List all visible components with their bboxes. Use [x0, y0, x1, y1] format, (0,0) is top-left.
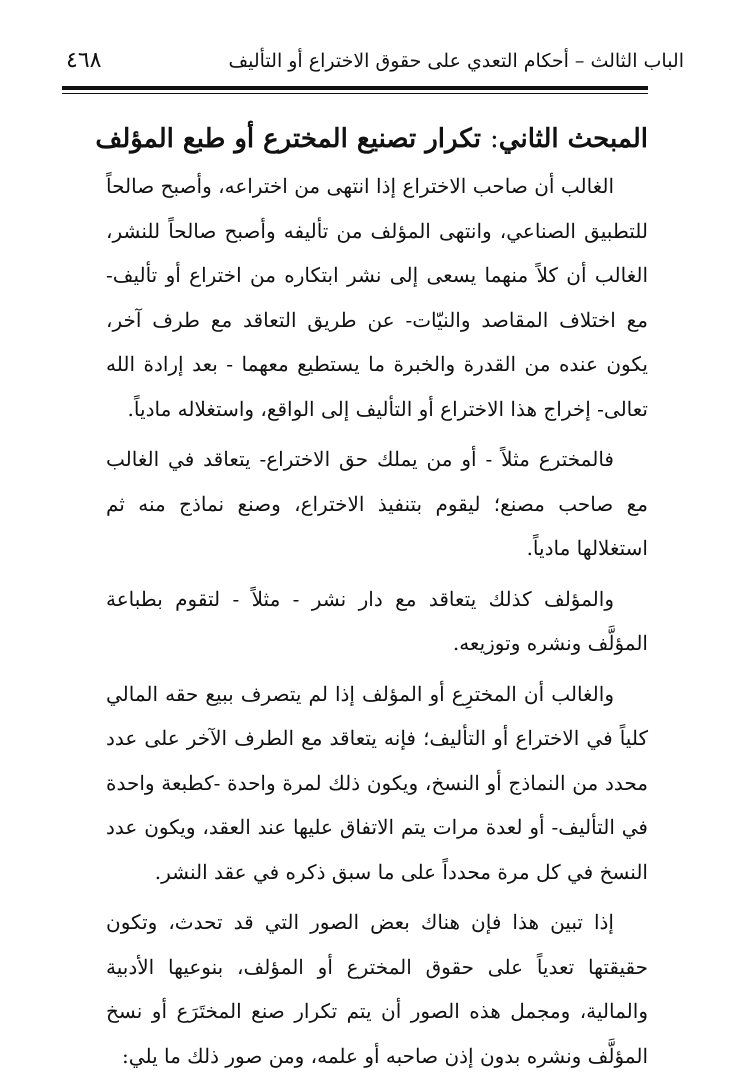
- header-rule-thin: [62, 93, 648, 94]
- section-heading-separator: :: [490, 124, 499, 154]
- section-heading-label: المبحث الثاني: [498, 124, 648, 154]
- header-rule-thick: [62, 86, 648, 90]
- running-header: [62, 46, 684, 78]
- section-heading-text: تكرار تصنيع المخترع أو طبع المؤلف: [95, 124, 491, 154]
- running-header-title: الباب الثالث – أحكام التعدي على حقوق الاختراع أو التأليف: [228, 50, 684, 72]
- section-heading: [62, 124, 648, 154]
- paragraph-2: فالمخترع مثلاً - أو من يملك حق الاختراع- يتعاقد في الغالب مع صاحب مصنع؛ ليقوم بتنفيذ الاختراع، وصنع نماذج منه ثم استغلالها مادياً.: [106, 447, 648, 560]
- page-number: ٤٦٨: [66, 48, 102, 73]
- paragraph-4: والغالب أن المخترِع أو المؤلف إذا لم يتصرف ببيع حقه المالي كلياً في الاختراع أو التأليف؛ فإنه يتعاقد مع الطرف الآخر على عدد محدد من النماذج أو النسخ، ويكون ذلك لمرة واحدة -كطبعة واحدة في التأليف- أو لعدة مرات يتم الاتفاق عليها عند العقد، ويكون عدد النسخ في كل مرة محدداً على ما سبق ذكره في عقد النشر.: [106, 681, 648, 884]
- paragraph-3: والمؤلف كذلك يتعاقد مع دار نشر - مثلاً - لتقوم بطباعة المؤلَّف ونشره وتوزيعه.: [106, 586, 648, 655]
- paragraph-5: إذا تبين هذا فإن هناك بعض الصور التي قد تحدث، وتكون حقيقتها تعدياً على حقوق المخترع أو المؤلف، بنوعيها الأدبية والمالية، ومجمل هذه الصور أن يتم تكرار صنع المختَرَع أو نسخ المؤلَّف ونشره بدون إذن صاحبه أو علمه، ومن صور ذلك ما يلي:: [106, 910, 648, 1068]
- paragraph-1: الغالب أن صاحب الاختراع إذا انتهى من اختراعه، وأصبح صالحاً للتطبيق الصناعي، وانتهى المؤلف من تأليفه وأصبح صالحاً للنشر، الغالب أن كلاً منهما يسعى إلى نشر ابتكاره من اختراع أو تأليف- مع اختلاف المقاصد والنيّات- عن طريق التعاقد مع طرف آخر، يكون عنده من القدرة والخبرة ما يستطيع معهما - بعد إرادة الله تعالى- إخراج هذا الاختراع أو التأليف إلى الواقع، واستغلاله مادياً.: [106, 174, 648, 421]
- body-text: [106, 164, 648, 1084]
